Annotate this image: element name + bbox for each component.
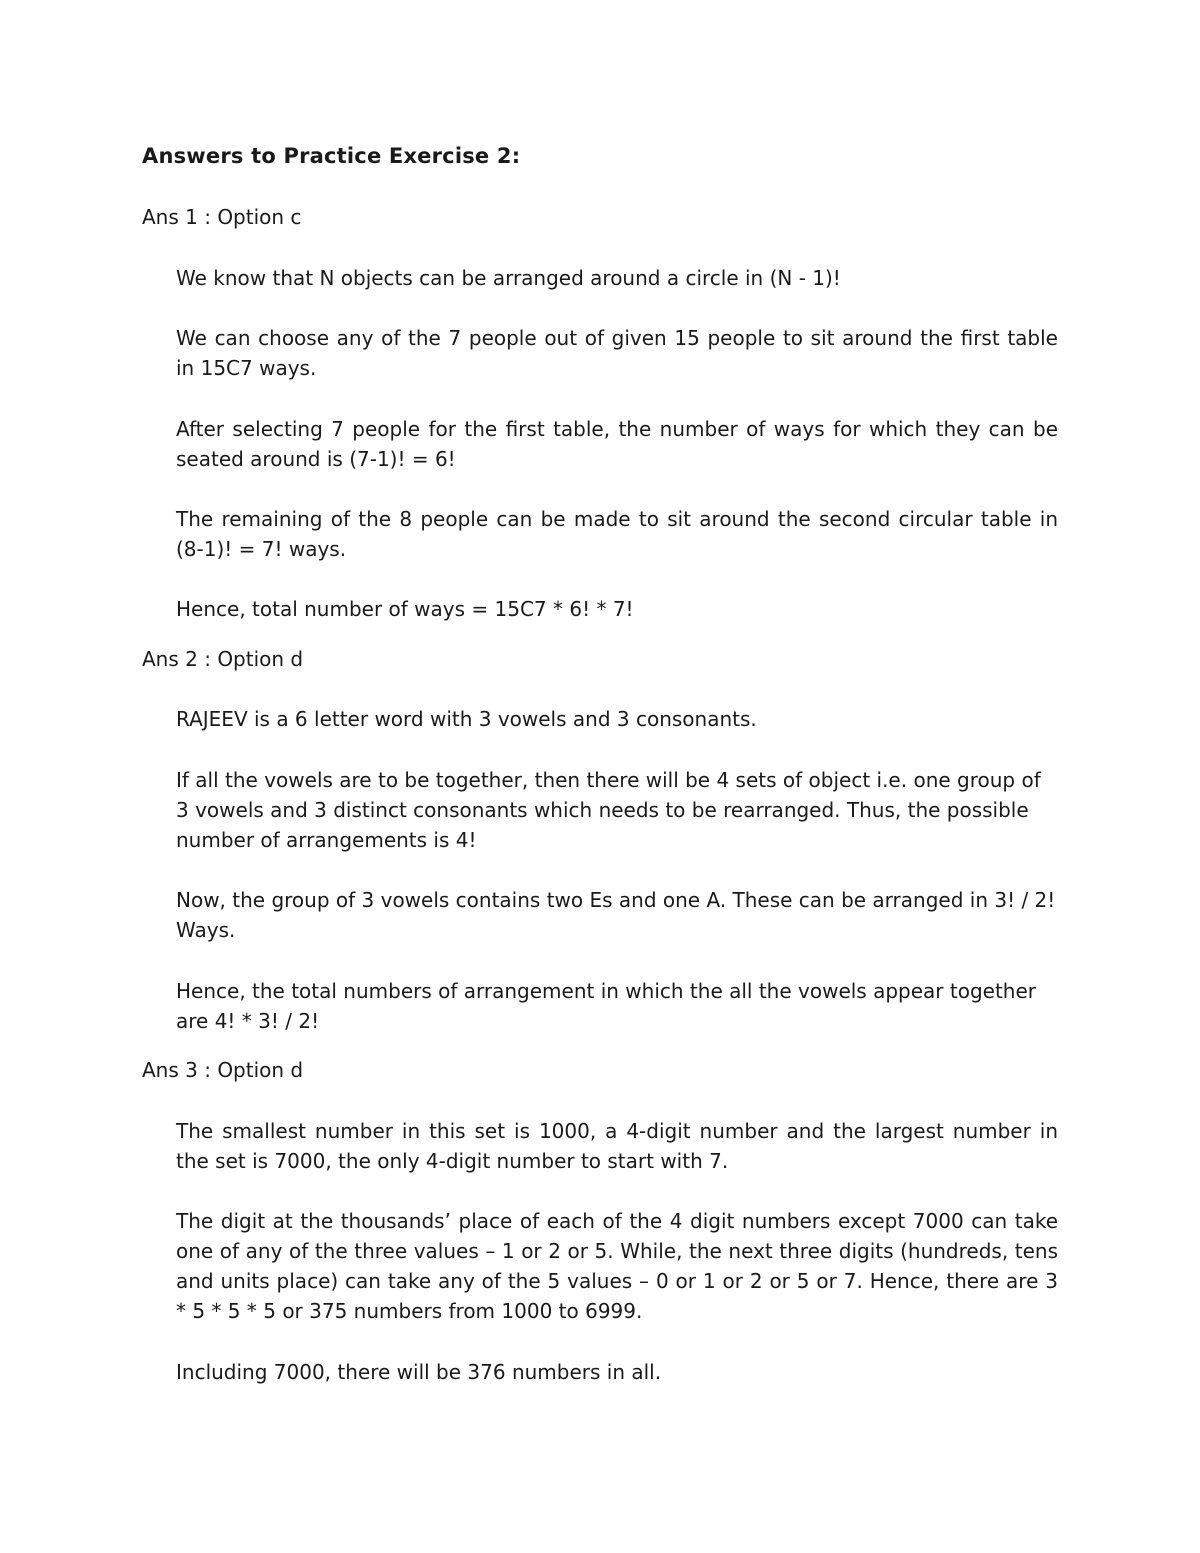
answer-3-paragraph-3: Including 7000, there will be 376 numbers in all. (176, 1360, 662, 1384)
answer-2-paragraph-4: Hence, the total numbers of arrangement in which the all the vowels appear together are 4! * 3! / 2! (176, 979, 1036, 1033)
answer-2-paragraph-2: If all the vowels are to be together, then there will be 4 sets of object i.e. one group of 3 vowels and 3 distinct consonants which needs to be rearranged. Thus, the possible number of arrangements is 4! (176, 768, 1041, 852)
answer-1-paragraph-3: After selecting 7 people for the first table, the number of ways for which they can be seated around is (7-1)! = 6! (176, 417, 1058, 471)
answer-2-heading: Ans 2 : Option d (142, 647, 304, 671)
answer-1-paragraph-5: Hence, total number of ways = 15C7 * 6! * 7! (176, 597, 634, 621)
answer-1-paragraph-1: We know that N objects can be arranged around a circle in (N - 1)! (176, 266, 841, 290)
answer-3-paragraph-1: The smallest number in this set is 1000, a 4-digit number and the largest number in the set is 7000, the only 4-digit number to start with 7. (176, 1119, 1058, 1173)
answer-2-paragraph-1: RAJEEV is a 6 letter word with 3 vowels and 3 consonants. (176, 707, 757, 731)
answer-3-heading: Ans 3 : Option d (142, 1058, 304, 1082)
page-title: Answers to Practice Exercise 2: (142, 144, 521, 168)
answer-1-heading: Ans 1 : Option c (142, 205, 302, 229)
answer-1-paragraph-4: The remaining of the 8 people can be made to sit around the second circular table in (8-1)! = 7! ways. (176, 507, 1058, 561)
answer-3-paragraph-2: The digit at the thousands’ place of each of the 4 digit numbers except 7000 can take one of any of the three values – 1 or 2 or 5. While, the next three digits (hundreds, tens and units place) can take any of the 5 values – 0 or 1 or 2 or 5 or 7. Hence, there are 3 * 5 * 5 * 5 or 375 numbers from 1000 to 6999. (176, 1209, 1058, 1323)
answer-1-paragraph-2: We can choose any of the 7 people out of given 15 people to sit around the first table in 15C7 ways. (176, 326, 1058, 380)
answer-2-paragraph-3: Now, the group of 3 vowels contains two Es and one A. These can be arranged in 3! / 2! Ways. (176, 888, 1056, 942)
